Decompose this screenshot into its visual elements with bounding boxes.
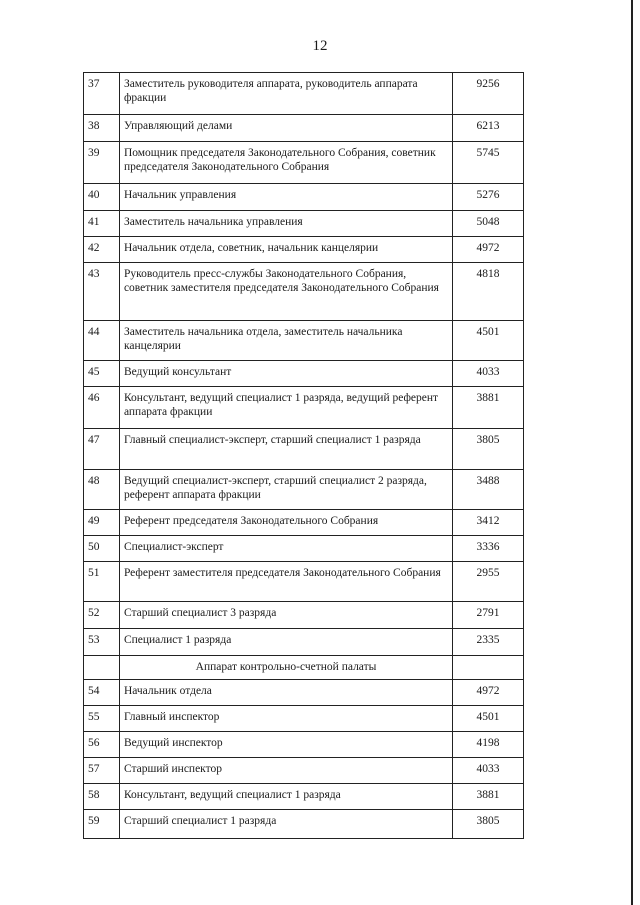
position-title: Ведущий инспектор — [119, 732, 452, 758]
row-number: 38 — [84, 115, 120, 142]
table-row — [84, 73, 524, 115]
row-number: 58 — [84, 784, 120, 810]
row-number: 37 — [84, 73, 120, 115]
amount: 3805 — [453, 810, 524, 839]
row-number: 59 — [84, 810, 120, 839]
row-number: 47 — [84, 429, 120, 470]
row-number: 54 — [84, 680, 120, 706]
scan-edge-line — [631, 0, 633, 905]
salary-table — [83, 72, 524, 839]
row-number: 50 — [84, 536, 120, 562]
row-number: 49 — [84, 510, 120, 536]
table-row — [84, 810, 524, 839]
position-title: Заместитель начальника управления — [119, 211, 452, 237]
row-number: 55 — [84, 706, 120, 732]
row-number: 53 — [84, 629, 120, 656]
table-row — [84, 706, 524, 732]
position-title: Главный специалист-эксперт, старший специалист 1 разряда — [119, 429, 452, 470]
table-row — [84, 361, 524, 387]
position-title: Начальник управления — [119, 184, 452, 211]
row-number: 57 — [84, 758, 120, 784]
empty-cell — [453, 656, 524, 680]
empty-cell — [84, 656, 120, 680]
position-title: Старший инспектор — [119, 758, 452, 784]
table-row — [84, 732, 524, 758]
position-title: Ведущий специалист-эксперт, старший специалист 2 разряда, референт аппарата фракции — [119, 470, 452, 510]
row-number: 51 — [84, 562, 120, 602]
table-row — [84, 263, 524, 321]
table-row — [84, 237, 524, 263]
amount: 3881 — [453, 387, 524, 429]
amount: 3336 — [453, 536, 524, 562]
position-title: Главный инспектор — [119, 706, 452, 732]
amount: 4033 — [453, 758, 524, 784]
page-number: 12 — [312, 38, 328, 54]
row-number: 56 — [84, 732, 120, 758]
position-title: Специалист 1 разряда — [119, 629, 452, 656]
amount: 4972 — [453, 237, 524, 263]
amount: 6213 — [453, 115, 524, 142]
amount: 4818 — [453, 263, 524, 321]
table-row — [84, 115, 524, 142]
amount: 4972 — [453, 680, 524, 706]
row-number: 46 — [84, 387, 120, 429]
position-title: Управляющий делами — [119, 115, 452, 142]
table-row — [84, 142, 524, 184]
row-number: 44 — [84, 321, 120, 361]
section-title: Аппарат контрольно-счетной палаты — [119, 656, 452, 680]
amount: 5745 — [453, 142, 524, 184]
table-row — [84, 321, 524, 361]
position-title: Начальник отдела — [119, 680, 452, 706]
amount: 4501 — [453, 706, 524, 732]
table-row — [84, 387, 524, 429]
row-number: 52 — [84, 602, 120, 629]
table-row — [84, 211, 524, 237]
amount: 5048 — [453, 211, 524, 237]
position-title: Референт председателя Законодательного Собрания — [119, 510, 452, 536]
row-number: 40 — [84, 184, 120, 211]
amount: 4501 — [453, 321, 524, 361]
table-row — [84, 470, 524, 510]
row-number: 43 — [84, 263, 120, 321]
table-row — [84, 429, 524, 470]
position-title: Консультант, ведущий специалист 1 разряда, ведущий референт аппарата фракции — [119, 387, 452, 429]
position-title: Референт заместителя председателя Законодательного Собрания — [119, 562, 452, 602]
amount: 5276 — [453, 184, 524, 211]
amount: 4033 — [453, 361, 524, 387]
row-number: 41 — [84, 211, 120, 237]
amount: 4198 — [453, 732, 524, 758]
table-row — [84, 602, 524, 629]
amount: 3488 — [453, 470, 524, 510]
row-number: 48 — [84, 470, 120, 510]
position-title: Консультант, ведущий специалист 1 разряда — [119, 784, 452, 810]
position-title: Старший специалист 1 разряда — [119, 810, 452, 839]
amount: 3412 — [453, 510, 524, 536]
amount: 2335 — [453, 629, 524, 656]
section-header-row — [84, 656, 524, 680]
position-title: Ведущий консультант — [119, 361, 452, 387]
table-row — [84, 184, 524, 211]
table-row — [84, 536, 524, 562]
amount: 2955 — [453, 562, 524, 602]
position-title: Заместитель начальника отдела, заместитель начальника канцелярии — [119, 321, 452, 361]
row-number: 39 — [84, 142, 120, 184]
amount: 3881 — [453, 784, 524, 810]
table-row — [84, 680, 524, 706]
amount: 3805 — [453, 429, 524, 470]
position-title: Начальник отдела, советник, начальник канцелярии — [119, 237, 452, 263]
table-row — [84, 758, 524, 784]
amount: 9256 — [453, 73, 524, 115]
position-title: Помощник председателя Законодательного Собрания, советник председателя Законодательного Собрания — [119, 142, 452, 184]
position-title: Заместитель руководителя аппарата, руководитель аппарата фракции — [119, 73, 452, 115]
amount: 2791 — [453, 602, 524, 629]
table-row — [84, 562, 524, 602]
table-row — [84, 629, 524, 656]
table-row — [84, 510, 524, 536]
row-number: 42 — [84, 237, 120, 263]
table-row — [84, 784, 524, 810]
position-title: Старший специалист 3 разряда — [119, 602, 452, 629]
position-title: Руководитель пресс-службы Законодательного Собрания, советник заместителя председателя Законодательного Собрания — [119, 263, 452, 321]
position-title: Специалист-эксперт — [119, 536, 452, 562]
row-number: 45 — [84, 361, 120, 387]
